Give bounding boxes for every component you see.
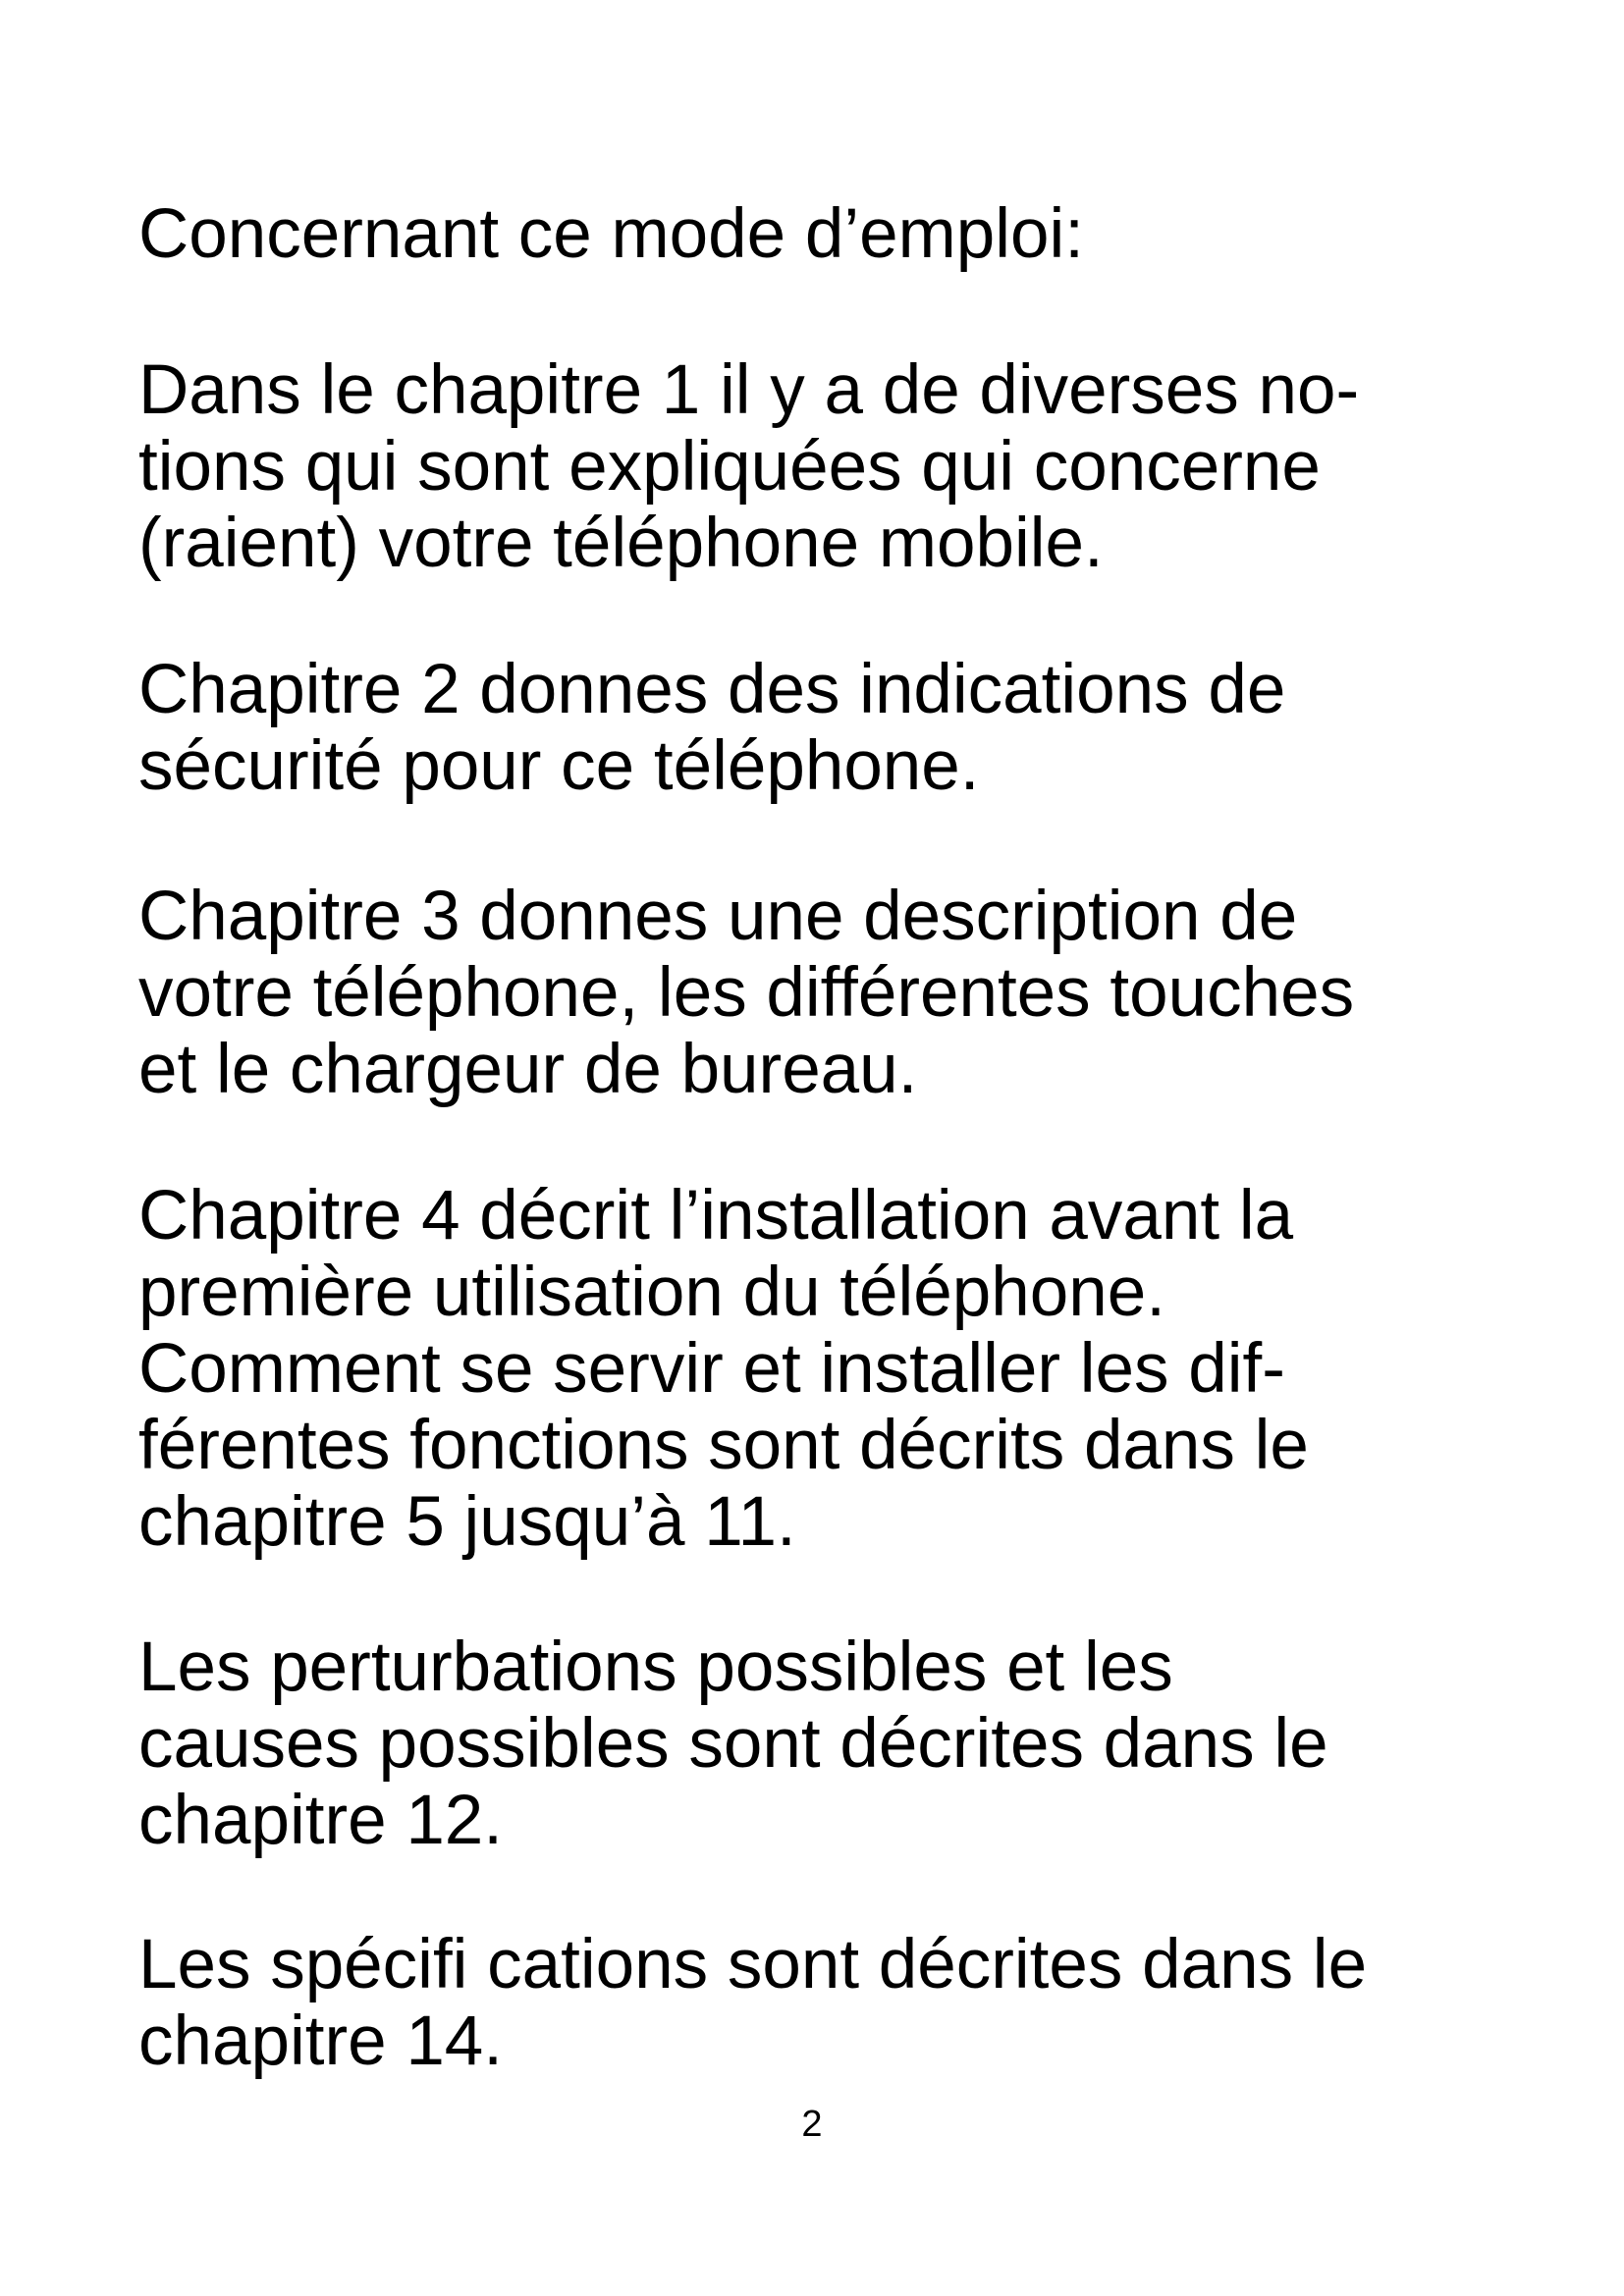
text-line: Chapitre 3 donnes une description de	[138, 878, 1298, 955]
text-line: chapitre 5 jusqu’à 11.	[138, 1483, 796, 1561]
text-line: chapitre 14.	[138, 2002, 504, 2080]
text-line: Chapitre 4 décrit l’installation avant la	[138, 1177, 1294, 1255]
text-line: Dans le chapitre 1 il y a de diverses no-	[138, 351, 1360, 429]
text-line: et le chargeur de bureau.	[138, 1031, 918, 1108]
text-line: votre téléphone, les différentes touches	[138, 954, 1355, 1032]
text-line: férentes fonctions sont décrits dans le	[138, 1407, 1309, 1484]
paragraph-chapter-12	[138, 1629, 1328, 1859]
paragraph-chapter-3	[138, 879, 1354, 1108]
paragraph-chapter-4	[138, 1178, 1309, 1561]
text-line: causes possibles sont décrites dans le	[138, 1705, 1328, 1783]
paragraph-chapter-14	[138, 1927, 1367, 2080]
text-line: sécurité pour ce téléphone.	[138, 727, 980, 805]
page-heading: Concernant ce mode d’emploi:	[138, 195, 1084, 273]
text-line: chapitre 12.	[138, 1782, 504, 1859]
page-number: 2	[801, 2104, 823, 2145]
text-line: (raient) votre téléphone mobile.	[138, 505, 1104, 582]
text-line: Les perturbations possibles et les	[138, 1629, 1173, 1706]
text-line: Les spécifi cations sont décrites dans le	[138, 1926, 1368, 2003]
paragraph-chapter-1	[138, 352, 1359, 582]
text-line: Chapitre 2 donnes des indications de	[138, 651, 1286, 728]
text-line: première utilisation du téléphone.	[138, 1254, 1165, 1331]
text-line: Comment se servir et installer les dif-	[138, 1330, 1285, 1408]
paragraph-chapter-2	[138, 652, 1285, 805]
text-line: tions qui sont expliquées qui concerne	[138, 428, 1321, 506]
